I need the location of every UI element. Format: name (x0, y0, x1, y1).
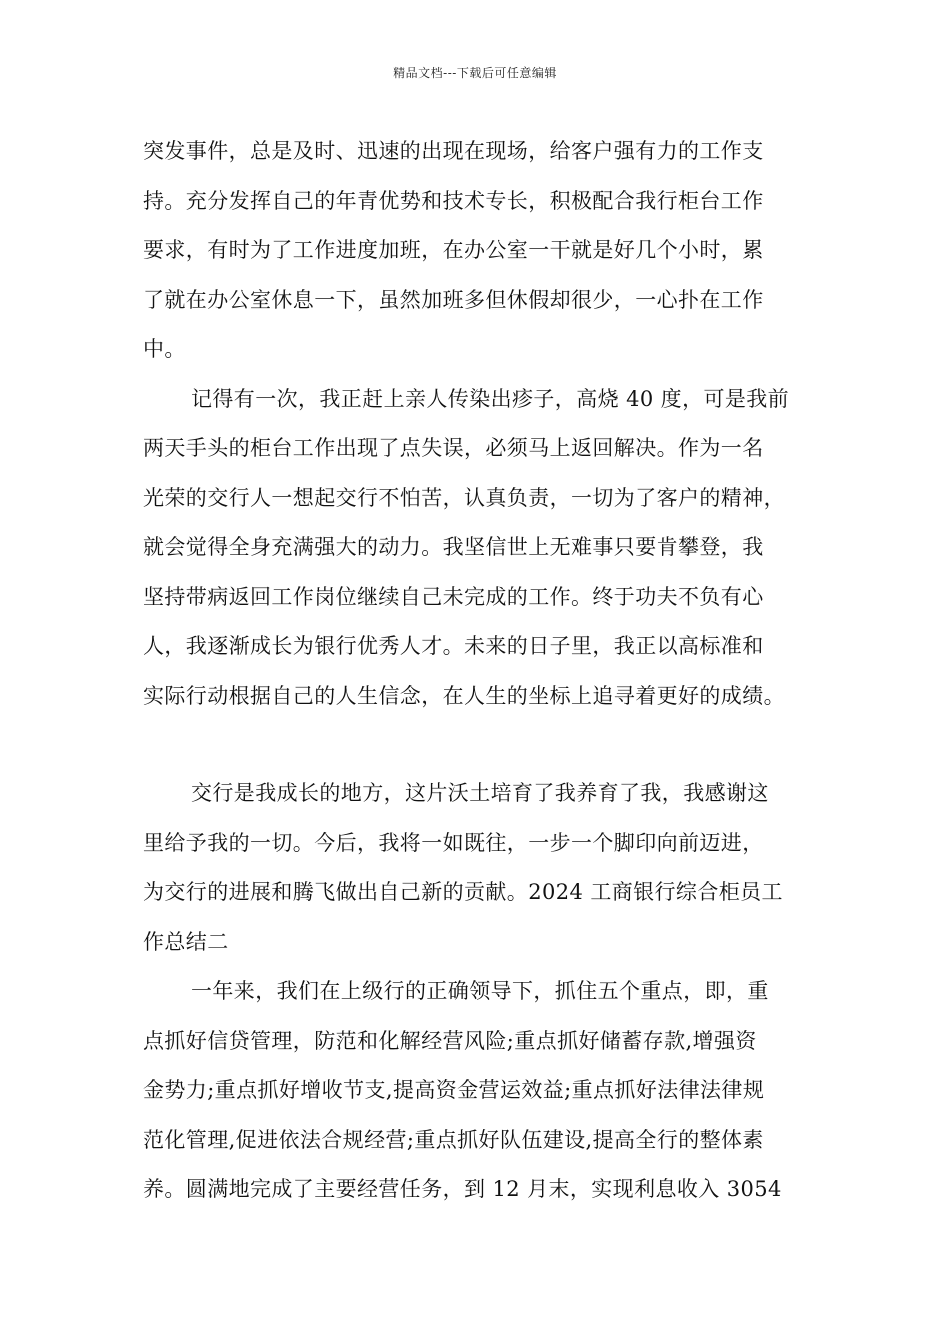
text-line: 坚持带病返回工作岗位继续自己未完成的工作。终于功夫不负有心 (143, 584, 764, 609)
text-line: 里给予我的一切。今后，我将一如既往，一步一个脚印向前迈进， (143, 830, 764, 855)
text-line: 作总结二 (143, 929, 229, 954)
text-line: 点抓好信贷管理，防范和化解经营风险;重点抓好储蓄存款,增强资 (143, 1028, 757, 1053)
text-line: 中。 (143, 337, 186, 361)
text-line: 交行是我成长的地方，这片沃土培育了我养育了我，我感谢这 (191, 781, 769, 805)
paragraph-1 (143, 127, 823, 375)
text-line: 突发事件，总是及时、迅速的出现在现场，给客户强有力的工作支 (143, 139, 764, 163)
paragraph-spacer (143, 721, 823, 769)
text-line: 为交行的进展和腾飞做出自己新的贡献。2024 工商银行综合柜员工 (143, 880, 783, 904)
text-line: 了就在办公室休息一下，虽然加班多但休假却很少，一心扑在工作 (143, 287, 764, 312)
text-line: 一年来，我们在上级行的正确领导下，抓住五个重点，即，重 (191, 979, 769, 1003)
text-line: 记得有一次，我正赶上亲人传染出疹子，高烧 40 度，可是我前 (191, 386, 790, 411)
text-line: 实际行动根据自己的人生信念，在人生的坐标上追寻着更好的成绩。 (143, 683, 785, 708)
text-line: 就会觉得全身充满强大的动力。我坚信世上无难事只要肯攀登，我 (143, 535, 764, 559)
text-line: 养。圆满地完成了主要经营任务，到 12 月末，实现利息收入 3054 (143, 1177, 782, 1201)
text-line: 人，我逐渐成长为银行优秀人才。未来的日子里，我正以高标准和 (143, 634, 764, 658)
text-line: 光荣的交行人一想起交行不怕苦，认真负责，一切为了客户的精神， (143, 485, 785, 510)
page-header: 精品文档---下载后可任意编辑 (393, 66, 557, 80)
text-line: 两天手头的柜台工作出现了点失误，必须马上返回解决。作为一名 (143, 436, 764, 460)
document-body (143, 127, 823, 1215)
paragraph-3 (143, 769, 823, 967)
text-line: 持。充分发挥自己的年青优势和技术专长，积极配合我行柜台工作 (143, 188, 764, 213)
text-line: 范化管理,促进依法合规经营;重点抓好队伍建设,提高全行的整体素 (143, 1127, 764, 1152)
text-line: 要求，有时为了工作进度加班，在办公室一干就是好几个小时，累 (143, 238, 764, 262)
text-line: 金势力;重点抓好增收节支,提高资金营运效益;重点抓好法律法律规 (143, 1078, 765, 1102)
paragraph-2 (143, 375, 823, 722)
paragraph-4 (143, 967, 823, 1215)
